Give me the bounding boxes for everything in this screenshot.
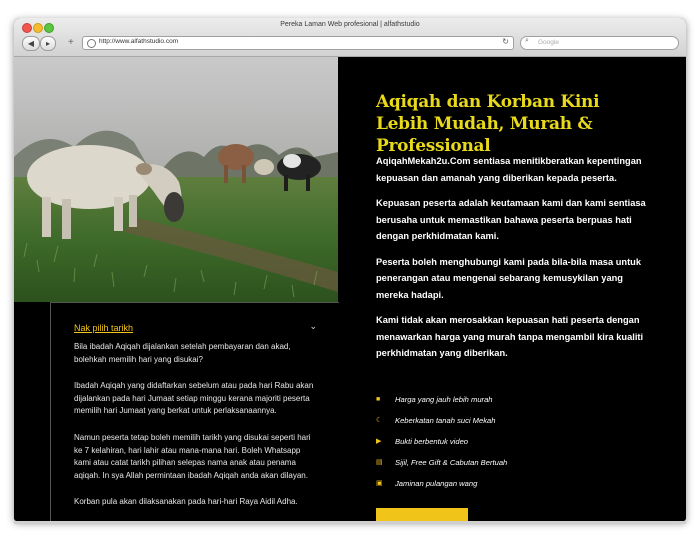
accordion-paragraph: Bila ibadah Aqiqah dijalankan setelah pembayaran dan akad, bolehkah memilih hari yang disukai?: [74, 342, 291, 364]
guarantee-icon: ▣: [376, 480, 383, 487]
body-paragraph: AqiqahMekah2u.Com sentiasa menitikberatkan kepentingan kepuasan dan amanah yang diberikan kepada peserta.: [376, 156, 642, 183]
crescent-icon: ☾: [376, 417, 383, 424]
accordion-paragraph: Namun peserta tetap boleh memilih tarikh yang disukai seperti hari ke 7 kelahiran, hari lahir atau mana-mana hari. Boleh Whatsapp kami atau catat tarikh pilihan selepas nama anak atau penama aqiqah. In sya Allah permintaan ibadah Aqiqah anda akan dilayan.: [74, 432, 311, 480]
browser-window: [14, 18, 686, 521]
body-paragraph: Kami tidak akan merosakkan kepuasan hati peserta dengan menawarkan harga yang murah tanpa mengambil kira kualiti perkhidmatan yang diberikan.: [376, 315, 644, 358]
feature-label: Bukti berbentuk video: [395, 437, 469, 446]
body-paragraph: Kepuasan peserta adalah keutamaan kami dan kami sentiasa berusaha untuk memastikan bahawa peserta berpuas hati dengan perkhidmatan kami.: [376, 198, 646, 241]
hero-photo: [14, 57, 338, 302]
browser-titlebar: [14, 18, 686, 57]
feature-item: [376, 393, 656, 414]
search-input[interactable]: [520, 36, 679, 50]
url-text: http://www.alfathstudio.com: [99, 38, 179, 45]
feature-item: [376, 414, 656, 435]
certificate-icon: ▤: [376, 459, 383, 466]
back-button[interactable]: [22, 36, 40, 51]
reload-icon[interactable]: ↻: [502, 37, 509, 46]
feature-label: Harga yang jauh lebih murah: [395, 395, 493, 404]
page-content: [14, 57, 686, 521]
search-icon: ⌕: [525, 37, 529, 44]
window-title: Pereka Laman Web profesional | alfathstudio: [280, 21, 420, 28]
main-body: [376, 153, 646, 371]
feature-item: [376, 435, 656, 456]
window-bottom-edge: [14, 521, 686, 524]
goats-grazing-image: [14, 57, 338, 302]
accordion-paragraph: Ibadah Aqiqah yang didaftarkan sebelum atau pada hari Rabu akan dijalankan pada hari Jumaat setiap minggu kerana majoriti peserta memilih hari Jumaat yang berkat untuk perlaksanaannya.: [74, 381, 314, 416]
body-paragraph: Peserta boleh menghubungi kami pada bila-bila masa untuk penerangan atau mengenai sebarang kemusykilan yang mereka hadapi.: [376, 256, 642, 300]
feature-label: Sijil, Free Gift & Cabutan Bertuah: [395, 458, 508, 467]
feature-list: [376, 393, 656, 498]
main-heading: Aqiqah dan Korban Kini Lebih Mudah, Murah & Professional: [376, 92, 600, 156]
forward-arrow-icon: ▸: [45, 39, 50, 48]
address-bar[interactable]: [82, 36, 514, 50]
accordion-title[interactable]: Nak pilih tarikh: [74, 323, 134, 333]
feature-item: [376, 477, 656, 498]
chevron-down-icon[interactable]: ⌄: [309, 321, 317, 331]
globe-icon: [87, 39, 96, 48]
accordion-paragraph: Korban pula akan dilaksanakan pada hari-hari Raya Aidil Adha.: [74, 497, 298, 507]
accordion-panel: [50, 302, 339, 521]
accordion-body: [74, 341, 314, 521]
back-arrow-icon: ◀: [27, 39, 35, 48]
feature-label: Jaminan pulangan wang: [395, 479, 478, 488]
forward-button[interactable]: [40, 36, 56, 51]
new-tab-icon[interactable]: +: [68, 37, 74, 48]
feature-item: [376, 456, 656, 477]
video-icon: ▶: [376, 438, 382, 445]
cta-button[interactable]: [376, 508, 468, 521]
search-placeholder: Google: [538, 38, 559, 46]
money-icon: ■: [376, 396, 381, 403]
feature-label: Keberkatan tanah suci Mekah: [395, 416, 496, 425]
